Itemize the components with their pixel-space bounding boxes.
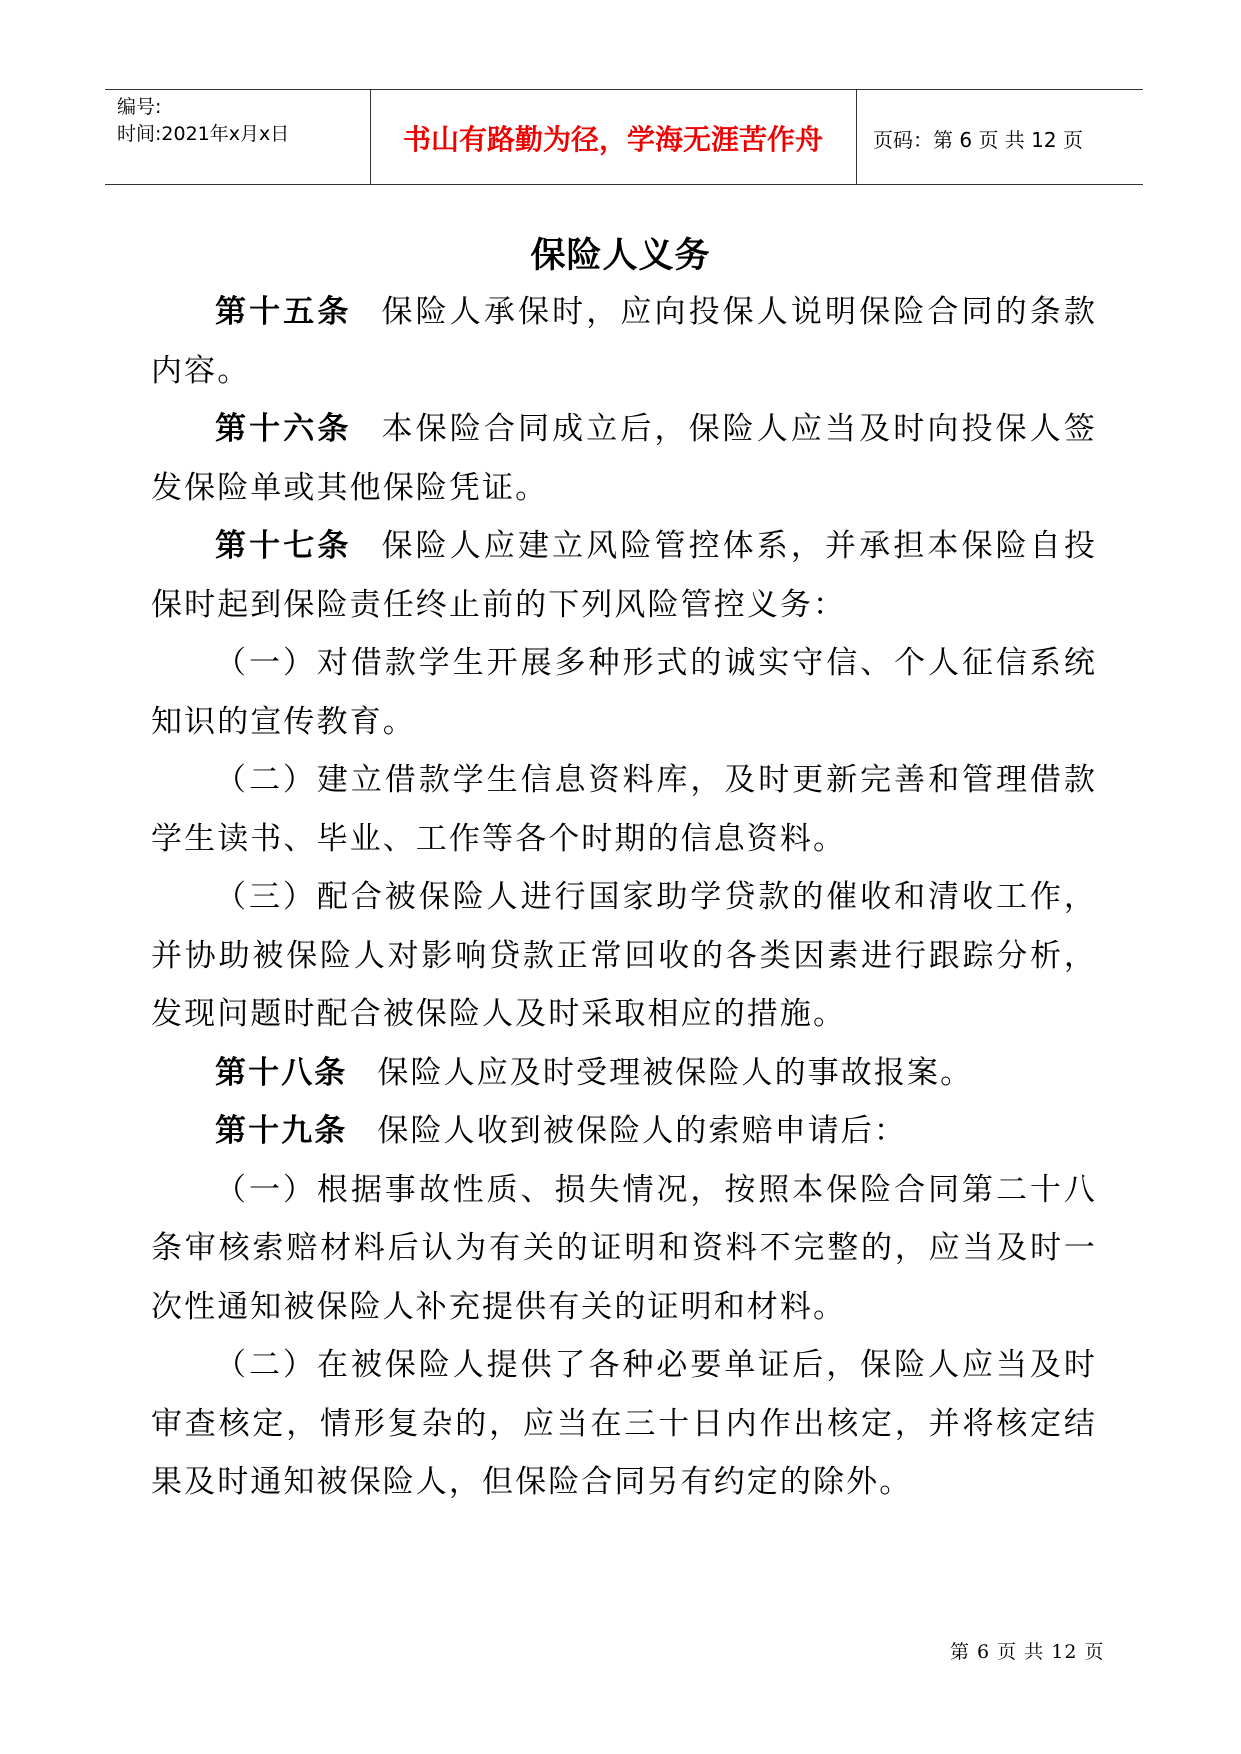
paragraph-text: （二）建立借款学生信息资料库，及时更新完善和管理借款学生读书、毕业、工作等各个时期的信息资料。 bbox=[151, 762, 1097, 857]
paragraph-text: （二）在被保险人提供了各种必要单证后，保险人应当及时审查核定，情形复杂的，应当在三十日内作出核定，并将核定结果及时通知被保险人，但保险合同另有约定的除外。 bbox=[151, 1347, 1097, 1500]
document-header bbox=[105, 89, 1143, 185]
paragraph bbox=[151, 400, 1097, 517]
paragraph-text: 保险人收到被保险人的索赔申请后： bbox=[377, 1113, 908, 1149]
article-number: 第十八条 bbox=[215, 1054, 348, 1091]
time-label: 时间:2021年x月x日 bbox=[117, 123, 290, 145]
article-number: 第十七条 bbox=[215, 528, 352, 564]
paragraph bbox=[151, 1102, 1097, 1161]
paragraph-text: 保险人应建立风险管控体系，并承担本保险自投保时起到保险责任终止前的下列风险管控义务： bbox=[151, 528, 1097, 623]
paragraph-text: 保险人承保时，应向投保人说明保险合同的条款内容。 bbox=[151, 294, 1097, 389]
paragraph bbox=[151, 1161, 1097, 1337]
header-page-info: 页码：第 6 页 共 12 页 bbox=[873, 128, 1083, 152]
paragraph bbox=[151, 751, 1097, 868]
section-title: 保险人义务 bbox=[530, 235, 711, 276]
article-number: 第十九条 bbox=[215, 1113, 348, 1149]
page-footer: 第 6 页 共 12 页 bbox=[950, 1641, 1105, 1663]
header-meta bbox=[117, 94, 289, 148]
article-number: 第十五条 bbox=[215, 294, 352, 330]
paragraph bbox=[151, 1044, 1097, 1103]
paragraph bbox=[151, 1336, 1097, 1512]
paragraph-text: 保险人应及时受理被保险人的事故报案。 bbox=[377, 1054, 974, 1091]
number-label: 编号: bbox=[117, 96, 162, 118]
document-body bbox=[151, 283, 1097, 1512]
paragraph-text: 本保险合同成立后，保险人应当及时向投保人签发保险单或其他保险凭证。 bbox=[151, 411, 1097, 506]
header-divider bbox=[856, 90, 857, 184]
paragraph-text: （三）配合被保险人进行国家助学贷款的催收和清收工作，并协助被保险人对影响贷款正常回收的各类因素进行跟踪分析，发现问题时配合被保险人及时采取相应的措施。 bbox=[151, 879, 1097, 1032]
paragraph bbox=[151, 283, 1097, 400]
paragraph-text: （一）根据事故性质、损失情况，按照本保险合同第二十八条审核索赔材料后认为有关的证明和资料不完整的，应当及时一次性通知被保险人补充提供有关的证明和材料。 bbox=[151, 1171, 1097, 1325]
header-motto: 书山有路勤为径，学海无涯苦作舟 bbox=[402, 123, 823, 156]
article-number: 第十六条 bbox=[215, 411, 352, 447]
paragraph bbox=[151, 868, 1097, 1044]
paragraph bbox=[151, 634, 1097, 751]
paragraph-text: （一）对借款学生开展多种形式的诚实守信、个人征信系统知识的宣传教育。 bbox=[151, 645, 1097, 740]
paragraph bbox=[151, 517, 1097, 634]
